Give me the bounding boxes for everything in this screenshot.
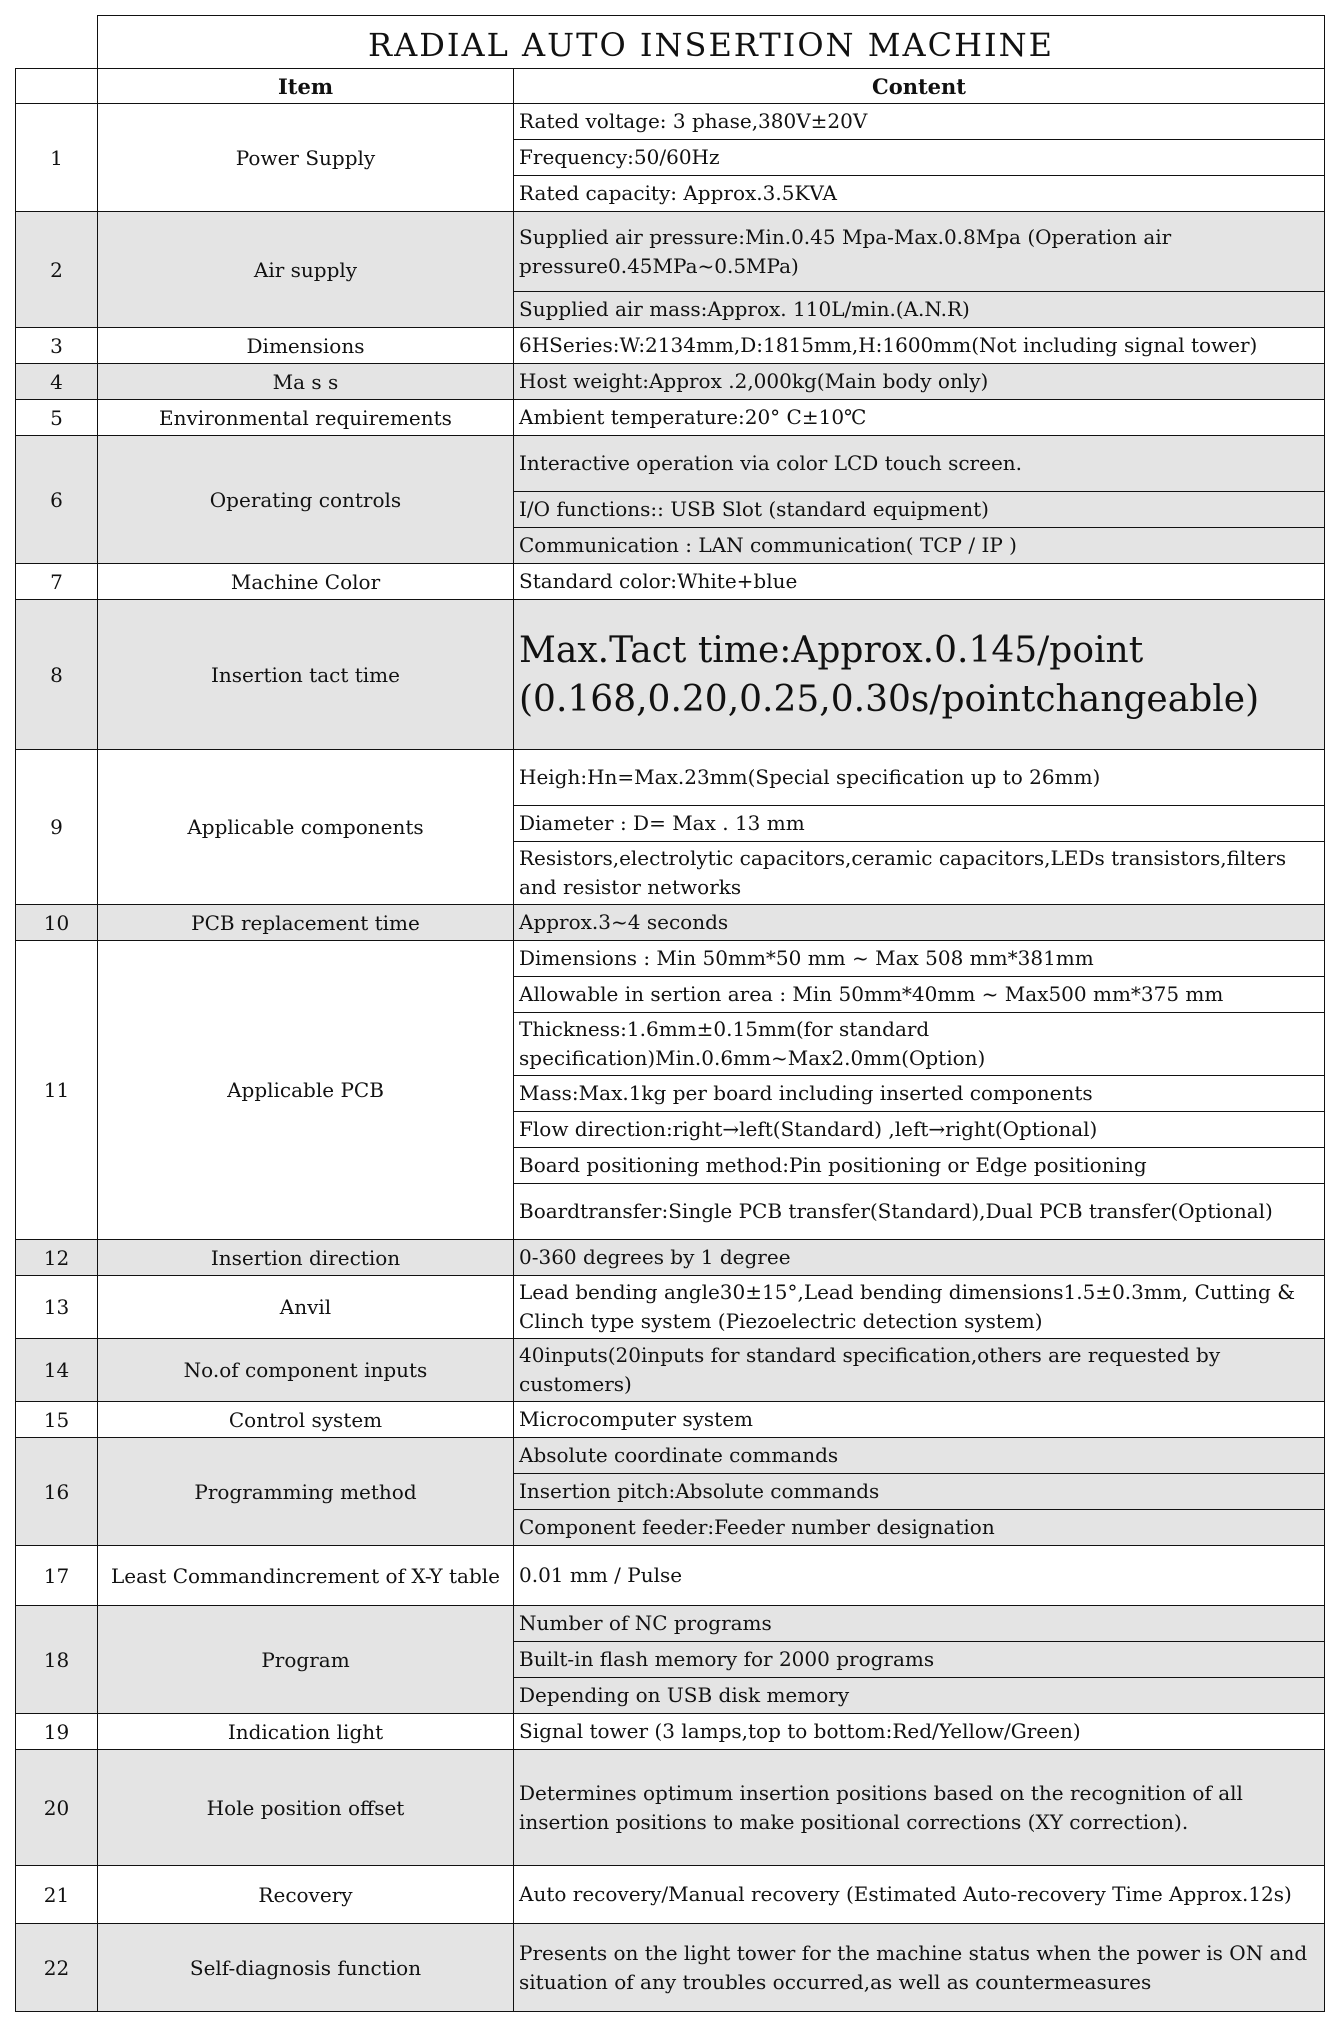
row-number: 11 (16, 941, 98, 1240)
row-number: 8 (16, 600, 98, 750)
content-cell: Dimensions : Min 50mm*50 mm ~ Max 508 mm*381mm (514, 941, 1325, 977)
content-cell: Built-in flash memory for 2000 programs (514, 1642, 1325, 1678)
content-cell: Standard color:White+blue (514, 564, 1325, 600)
content-cell: Interactive operation via color LCD touch screen. (514, 436, 1325, 492)
header-number (16, 69, 98, 104)
table-row (16, 1240, 1325, 1276)
content-cell: 0.01 mm / Pulse (514, 1546, 1325, 1606)
header-item: Item (98, 69, 514, 104)
table-row (16, 905, 1325, 941)
item-name: Insertion direction (98, 1240, 514, 1276)
table-row (16, 1438, 1325, 1474)
table-row (16, 1339, 1325, 1402)
header-row (16, 69, 1325, 104)
page-title: RADIAL AUTO INSERTION MACHINE (98, 16, 1325, 69)
row-number: 3 (16, 328, 98, 364)
item-name: Applicable components (98, 750, 514, 905)
content-cell: Diameter : D= Max . 13 mm (514, 806, 1325, 842)
content-cell: Host weight:Approx .2,000kg(Main body only) (514, 364, 1325, 400)
row-number: 5 (16, 400, 98, 436)
table-row (16, 436, 1325, 492)
content-cell: Thickness:1.6mm±0.15mm(for standard specification)Min.0.6mm~Max2.0mm(Option) (514, 1013, 1325, 1076)
content-cell: Ambient temperature:20° C±10℃ (514, 400, 1325, 436)
item-name: Program (98, 1606, 514, 1714)
table-row (16, 1606, 1325, 1642)
table-row (16, 1402, 1325, 1438)
content-cell: Component feeder:Feeder number designation (514, 1510, 1325, 1546)
content-cell: Allowable in sertion area : Min 50mm*40mm ~ Max500 mm*375 mm (514, 977, 1325, 1013)
table-row (16, 364, 1325, 400)
item-name: Environmental requirements (98, 400, 514, 436)
content-cell: Presents on the light tower for the machine status when the power is ON and situation of any troubles occurred,as well as countermeasures (514, 1924, 1325, 2012)
item-name: No.of component inputs (98, 1339, 514, 1402)
item-name: Applicable PCB (98, 941, 514, 1240)
table-row (16, 600, 1325, 750)
row-number: 19 (16, 1714, 98, 1750)
content-cell: I/O functions:: USB Slot (standard equipment) (514, 492, 1325, 528)
content-cell: Determines optimum insertion positions based on the recognition of all insertion positions to make positional corrections (XY correction). (514, 1750, 1325, 1866)
content-cell: Auto recovery/Manual recovery (Estimated Auto-recovery Time Approx.12s) (514, 1866, 1325, 1924)
row-number: 1 (16, 104, 98, 212)
content-cell: Signal tower (3 lamps,top to bottom:Red/Yellow/Green) (514, 1714, 1325, 1750)
row-number: 22 (16, 1924, 98, 2012)
table-row (16, 212, 1325, 292)
content-cell: Rated capacity: Approx.3.5KVA (514, 176, 1325, 212)
row-number: 14 (16, 1339, 98, 1402)
table-row (16, 1714, 1325, 1750)
content-cell: Depending on USB disk memory (514, 1678, 1325, 1714)
row-number: 12 (16, 1240, 98, 1276)
item-name: Power Supply (98, 104, 514, 212)
content-cell: Board positioning method:Pin positioning or Edge positioning (514, 1148, 1325, 1184)
table-row (16, 750, 1325, 806)
content-cell: 40inputs(20inputs for standard specification,others are requested by customers) (514, 1339, 1325, 1402)
table-row (16, 1546, 1325, 1606)
content-cell: Frequency:50/60Hz (514, 140, 1325, 176)
content-cell: Number of NC programs (514, 1606, 1325, 1642)
item-name: Hole position offset (98, 1750, 514, 1866)
content-cell: Boardtransfer:Single PCB transfer(Standard),Dual PCB transfer(Optional) (514, 1184, 1325, 1240)
item-name: Indication light (98, 1714, 514, 1750)
content-cell: Mass:Max.1kg per board including inserted components (514, 1076, 1325, 1112)
item-name: Machine Color (98, 564, 514, 600)
table-row (16, 1276, 1325, 1339)
content-cell: 0-360 degrees by 1 degree (514, 1240, 1325, 1276)
item-name: Anvil (98, 1276, 514, 1339)
table-row (16, 1750, 1325, 1866)
content-cell: Absolute coordinate commands (514, 1438, 1325, 1474)
item-name: Ma s s (98, 364, 514, 400)
row-number: 7 (16, 564, 98, 600)
title-row (16, 16, 1325, 69)
content-cell: Rated voltage: 3 phase,380V±20V (514, 104, 1325, 140)
table-row (16, 564, 1325, 600)
item-name: Recovery (98, 1866, 514, 1924)
header-content: Content (514, 69, 1325, 104)
content-cell: Approx.3~4 seconds (514, 905, 1325, 941)
content-cell: Supplied air mass:Approx. 110L/min.(A.N.R) (514, 292, 1325, 328)
row-number: 9 (16, 750, 98, 905)
content-cell: Microcomputer system (514, 1402, 1325, 1438)
content-cell: Supplied air pressure:Min.0.45 Mpa-Max.0.8Mpa (Operation air pressure0.45MPa~0.5MPa) (514, 212, 1325, 292)
item-name: Programming method (98, 1438, 514, 1546)
content-cell: Max.Tact time:Approx.0.145/point (0.168,0.20,0.25,0.30s/pointchangeable) (514, 600, 1325, 750)
table-row (16, 400, 1325, 436)
content-cell: Lead bending angle30±15°,Lead bending dimensions1.5±0.3mm, Cutting & Clinch type system (Piezoelectric detection system) (514, 1276, 1325, 1339)
row-number: 2 (16, 212, 98, 328)
table-row (16, 104, 1325, 140)
content-cell: Insertion pitch:Absolute commands (514, 1474, 1325, 1510)
row-number: 10 (16, 905, 98, 941)
corner-cell (16, 16, 98, 69)
item-name: Least Commandincrement of X-Y table (98, 1546, 514, 1606)
row-number: 16 (16, 1438, 98, 1546)
row-number: 21 (16, 1866, 98, 1924)
row-number: 20 (16, 1750, 98, 1866)
row-number: 15 (16, 1402, 98, 1438)
content-cell: Communication : LAN communication( TCP / IP ) (514, 528, 1325, 564)
table-row (16, 1924, 1325, 2012)
item-name: Control system (98, 1402, 514, 1438)
item-name: Air supply (98, 212, 514, 328)
row-number: 4 (16, 364, 98, 400)
content-cell: Flow direction:right→left(Standard) ,left→right(Optional) (514, 1112, 1325, 1148)
table-row (16, 941, 1325, 977)
item-name: Operating controls (98, 436, 514, 564)
table-row (16, 1866, 1325, 1924)
item-name: Self-diagnosis function (98, 1924, 514, 2012)
content-cell: Heigh:Hn=Max.23mm(Special specification up to 26mm) (514, 750, 1325, 806)
item-name: Dimensions (98, 328, 514, 364)
item-name: Insertion tact time (98, 600, 514, 750)
content-cell: Resistors,electrolytic capacitors,ceramic capacitors,LEDs transistors,filters and resistor networks (514, 842, 1325, 905)
row-number: 13 (16, 1276, 98, 1339)
row-number: 6 (16, 436, 98, 564)
item-name: PCB replacement time (98, 905, 514, 941)
table-row (16, 328, 1325, 364)
spec-table (15, 15, 1325, 2012)
row-number: 18 (16, 1606, 98, 1714)
content-cell: 6HSeries:W:2134mm,D:1815mm,H:1600mm(Not including signal tower) (514, 328, 1325, 364)
row-number: 17 (16, 1546, 98, 1606)
